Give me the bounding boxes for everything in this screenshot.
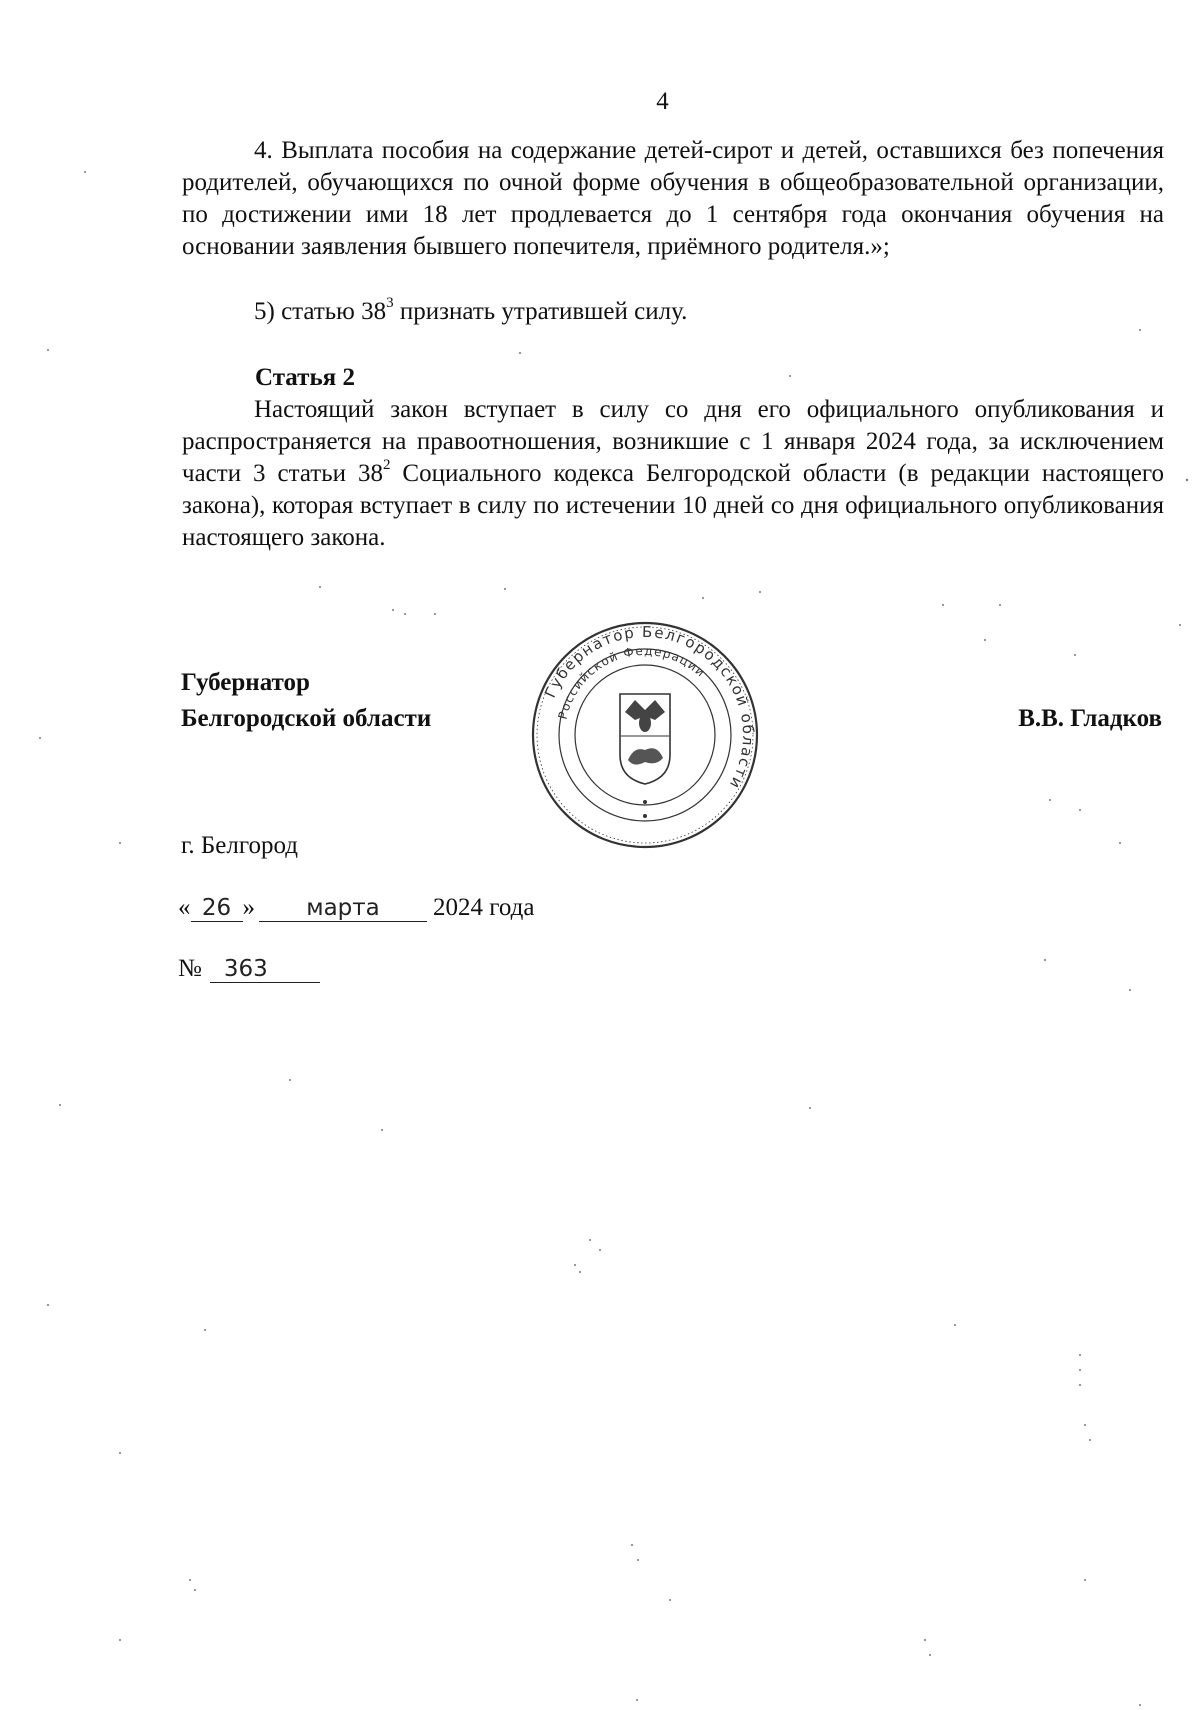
svg-text:Губернатор Белгородской област: Губернатор Белгородской области — [540, 622, 758, 793]
number-sign: № — [178, 955, 202, 982]
signatory-title — [181, 665, 431, 737]
paragraph-item-5 — [182, 296, 1164, 328]
paragraph-item-5-tail: признать утратившей силу. — [393, 298, 688, 325]
date-month: марта — [259, 895, 427, 922]
article-heading: Статья 2 — [255, 364, 355, 391]
place-of-signing: г. Белгород — [181, 832, 298, 859]
svg-text:Российской Федерации: Российской Федерации — [555, 643, 709, 721]
page-number: 4 — [656, 88, 669, 115]
signatory-title-line-2: Белгородской области — [181, 705, 432, 732]
paragraph-item-4: 4. Выплата пособия на содержание детей-сирот и детей, оставшихся без попечения родителей, обучающихся по очной форме обучения в общеобразовательной организации, по достижении ими 18 лет продлевается до 1 сентября года окончания обучения на основании заявления бывшего попечителя, приёмного родителя.»; — [182, 137, 1164, 260]
date-day: 26 — [191, 895, 243, 922]
date-close-quote: » — [242, 894, 255, 921]
official-seal-stamp — [530, 620, 760, 850]
superscript: 2 — [382, 456, 391, 473]
superscript: 3 — [386, 294, 394, 311]
signatory-name: В.В. Гладков — [1018, 705, 1162, 732]
article-2-text-end: Социального кодекса Белгородской области (в редакции настоящего закона), которая вступает в силу по истечении 10 дней со дня официального опубликования настоящего закона. — [182, 460, 1164, 551]
document-number — [178, 953, 320, 985]
paragraph-item-5-text: 5) статью 38 — [254, 298, 387, 325]
number-value: 363 — [210, 956, 320, 983]
signatory-title-line-1: Губернатор — [181, 669, 310, 696]
article-2-text-start: Настоящий закон вступает в силу со дня его официального опубликования и распространяется на правоотношения, возникшие с 1 января 2024 года, за исключением части 3 статьи 38 — [182, 396, 1164, 487]
date-year: 2024 года — [433, 894, 535, 921]
signing-date — [178, 892, 534, 924]
date-open-quote: « — [178, 894, 191, 921]
article-2-text — [182, 394, 1164, 554]
